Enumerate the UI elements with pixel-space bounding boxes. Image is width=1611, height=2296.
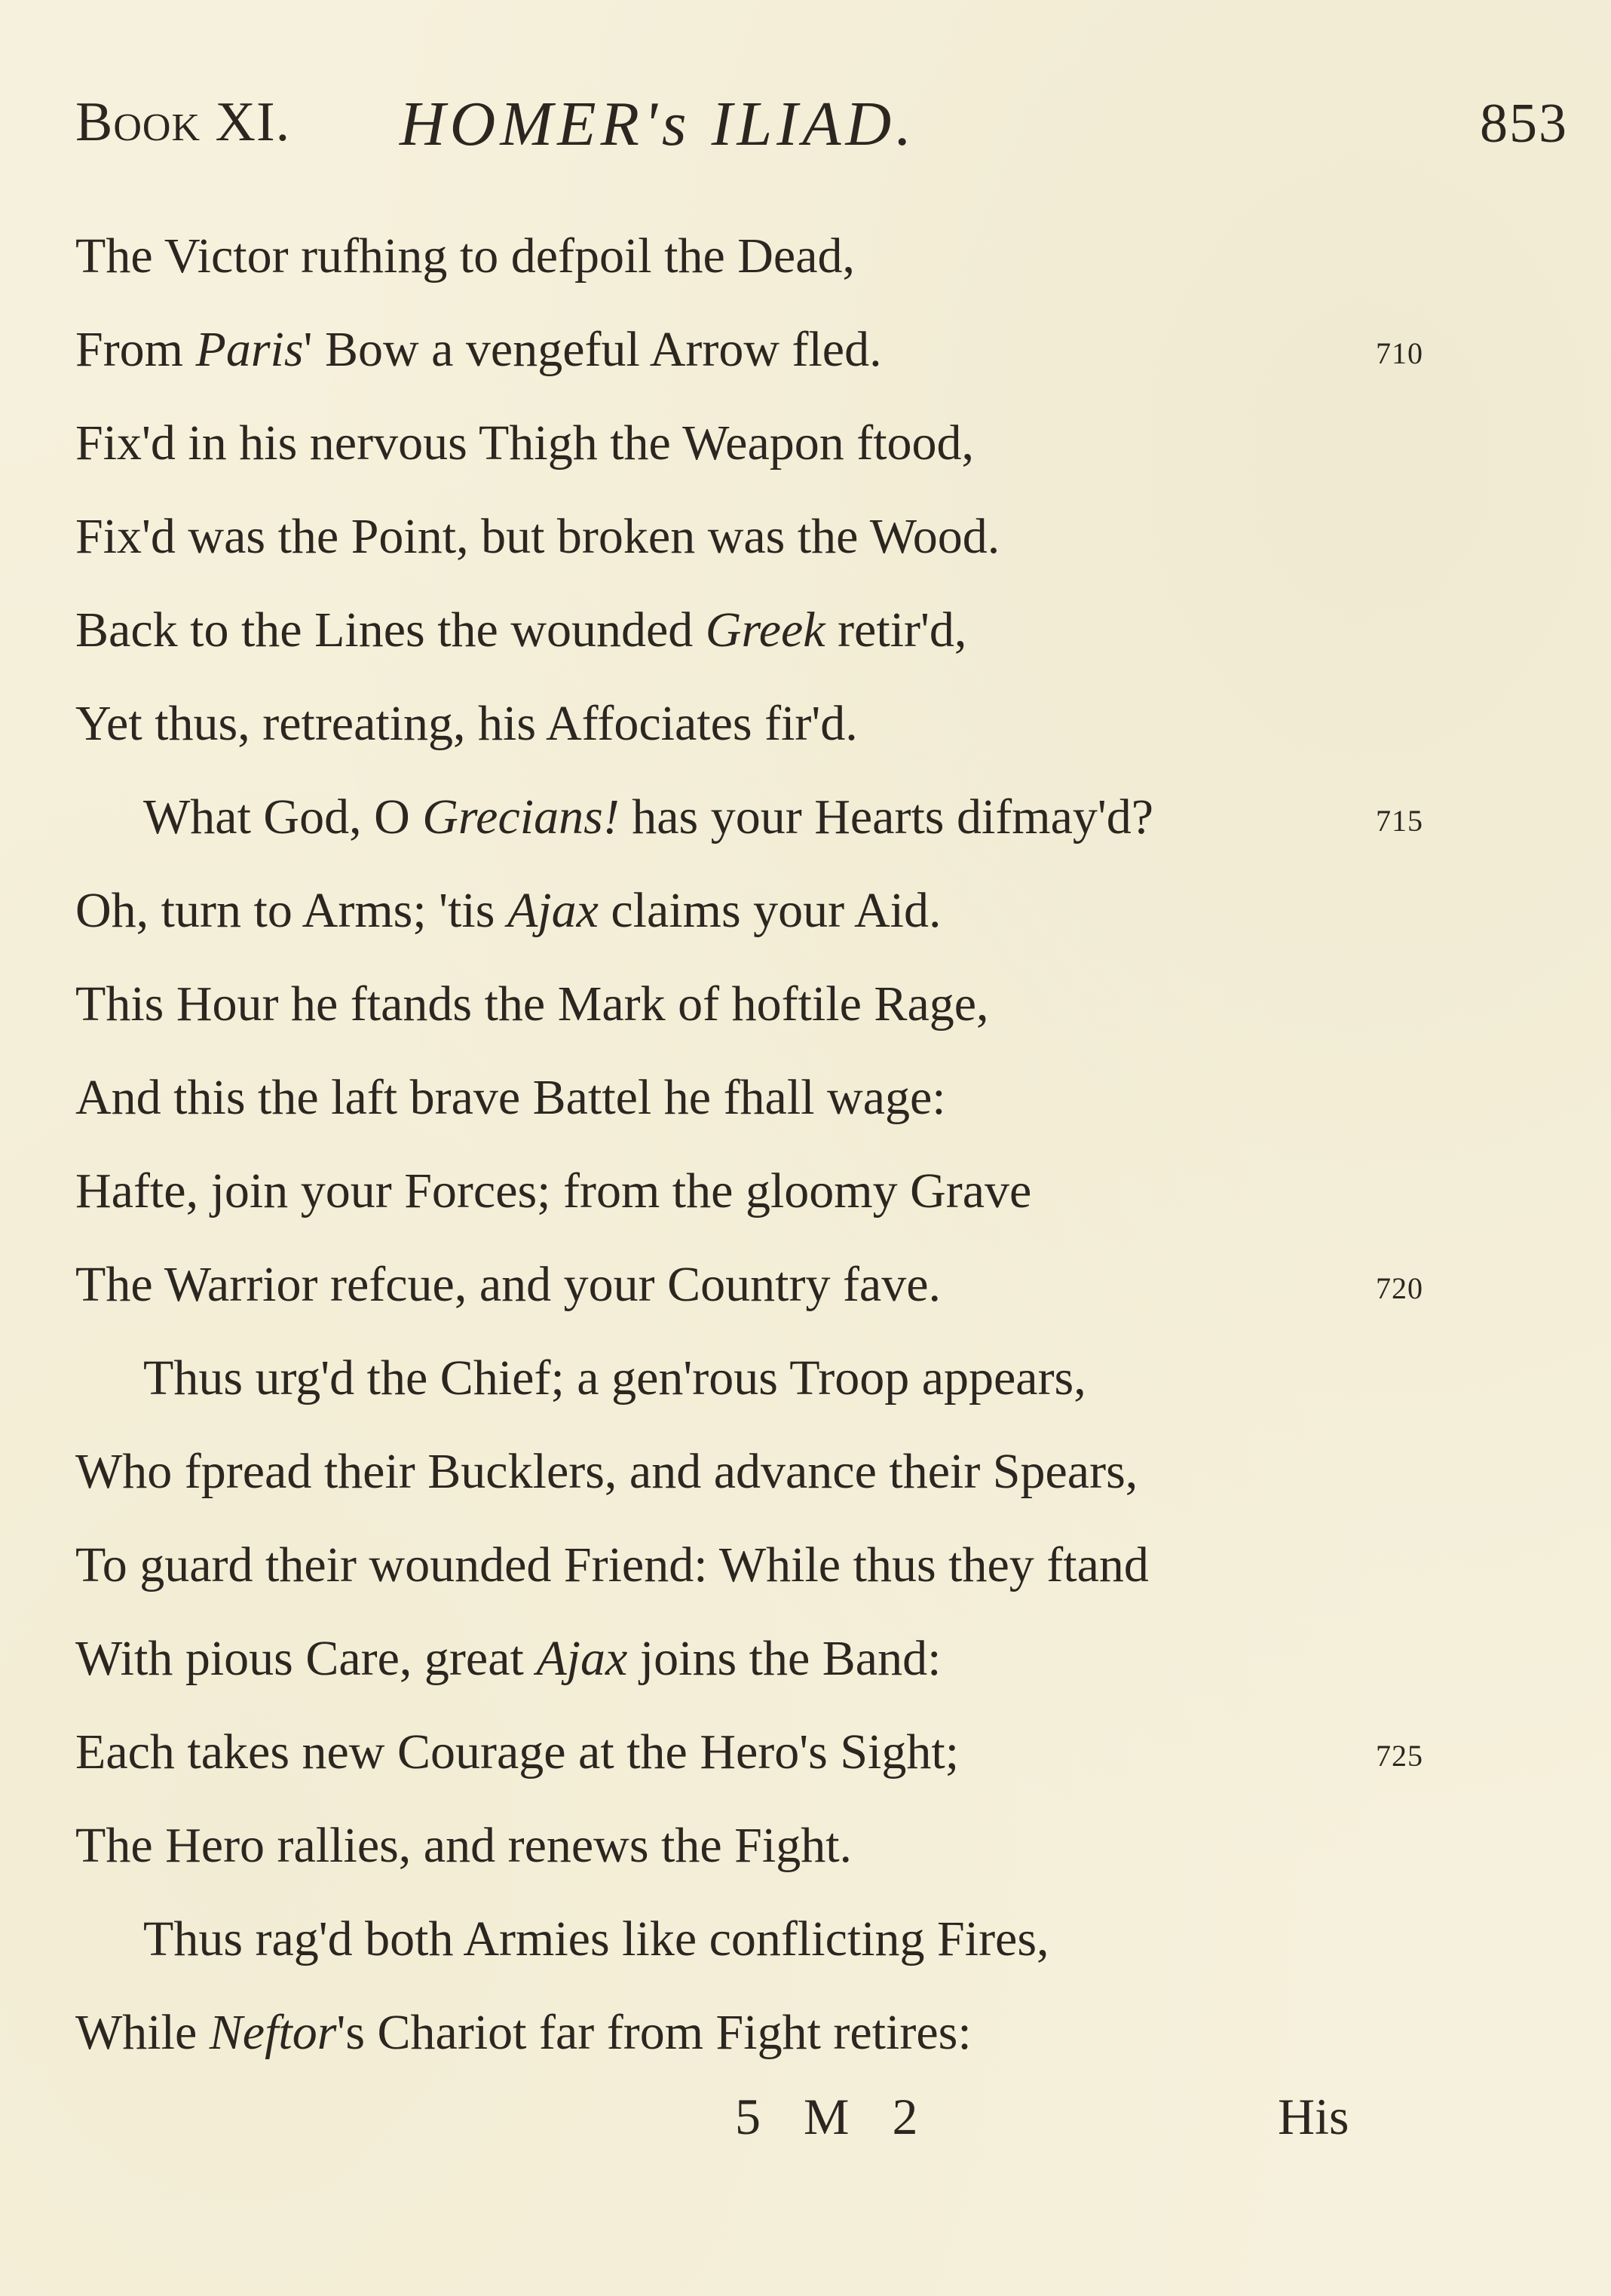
verse-text: Each takes new Courage at the Hero's Sight; — [75, 1724, 960, 1779]
verse-line — [143, 1348, 1086, 1409]
verse-line — [75, 1068, 946, 1128]
catchword: His — [1278, 2088, 1349, 2145]
verse-line — [75, 600, 966, 661]
verse-text: From — [75, 322, 196, 377]
verse-text: Back to the Lines the wounded — [75, 602, 706, 658]
verse-text: ' Bow a vengeful Arrow fled. — [303, 322, 882, 377]
verse-text: Yet thus, retreating, his Affociates fir'd. — [75, 696, 858, 751]
verse-line — [75, 226, 855, 287]
line-number: 720 — [1376, 1271, 1423, 1305]
verse-text: retir'd, — [825, 602, 967, 658]
verse-text: The Warrior refcue, and your Country fave. — [75, 1257, 942, 1312]
verse-line — [143, 787, 1153, 848]
verse-line — [75, 974, 989, 1035]
italic-word: Ajax — [536, 1631, 628, 1686]
verse-line — [75, 320, 882, 380]
verse-line — [75, 1816, 852, 1876]
verse-line — [143, 1909, 1049, 1970]
verse-text: What God, O — [143, 789, 423, 845]
signature-mark: 5 M 2 — [735, 2088, 933, 2145]
line-number: 715 — [1376, 804, 1423, 838]
italic-word: Neftor — [209, 2005, 337, 2060]
verse-text: 's Chariot far from Fight retires: — [336, 2005, 972, 2060]
verse-line — [75, 1629, 941, 1689]
verse-line — [75, 1535, 1149, 1596]
verse-line — [75, 1161, 1031, 1222]
book-label: Book XI. — [75, 91, 291, 153]
verse-line — [75, 1442, 1138, 1502]
italic-word: Ajax — [507, 883, 599, 938]
verse-text: Fix'd was the Point, but broken was the Wood. — [75, 509, 1000, 564]
verse-text: Hafte, join your Forces; from the gloomy Grave — [75, 1163, 1032, 1219]
verse-text: Fix'd in his nervous Thigh the Weapon ftood, — [75, 415, 975, 471]
verse-text: has your Hearts difmay'd? — [619, 789, 1154, 845]
verse-text: With pious Care, great — [75, 1631, 537, 1686]
verse-text: This Hour he ftands the Mark of hoftile Rage, — [75, 976, 989, 1032]
verse-text: claims your Aid. — [598, 883, 942, 938]
line-number: 710 — [1376, 336, 1423, 370]
verse-line — [75, 413, 974, 474]
verse-text: And this the laft brave Battel he fhall wage: — [75, 1070, 946, 1125]
verse-text: Thus urg'd the Chief; a gen'rous Troop appears, — [143, 1350, 1086, 1405]
verse-line — [75, 2003, 972, 2063]
verse-line — [75, 1722, 959, 1783]
verse-text: The Hero rallies, and renews the Fight. — [75, 1818, 853, 1873]
italic-word: Grecians! — [422, 789, 620, 845]
verse-text: Oh, turn to Arms; 'tis — [75, 883, 507, 938]
verse-text: The Victor rufhing to defpoil the Dead, — [75, 228, 856, 284]
verse-line — [75, 507, 1000, 567]
verse-text: Thus rag'd both Armies like conflicting Fires, — [143, 1911, 1049, 1966]
italic-word: Greek — [705, 602, 825, 658]
italic-word: Paris — [195, 322, 304, 377]
book-title: HOMER's ILIAD. — [400, 89, 917, 159]
verse-line — [75, 881, 942, 941]
verse-text: While — [75, 2005, 210, 2060]
page-number: 853 — [1480, 93, 1568, 155]
verse-line — [75, 1255, 941, 1315]
running-head — [75, 90, 1568, 173]
verse-text: To guard their wounded Friend: While thus they ftand — [75, 1537, 1149, 1592]
verse-line — [75, 694, 858, 754]
verse-text: joins the Band: — [627, 1631, 942, 1686]
verse-text: Who fpread their Bucklers, and advance their Spears, — [75, 1444, 1138, 1499]
line-number: 725 — [1376, 1739, 1423, 1773]
